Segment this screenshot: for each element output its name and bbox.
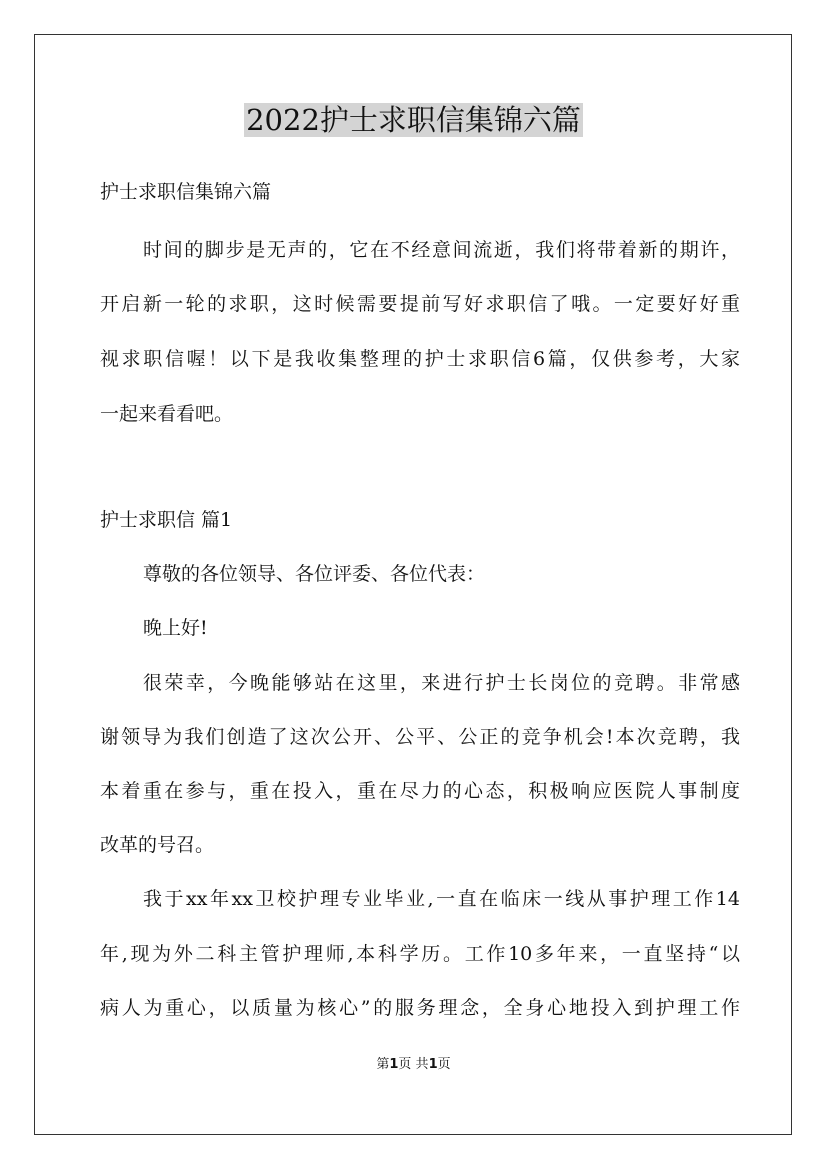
para1-line-2: 谢领导为我们创造了这次公开、公平、公正的竞争机会!本次竞聘，我 <box>100 726 740 748</box>
footer-prefix: 第 <box>376 1057 390 1072</box>
para1-line-3: 本着重在参与，重在投入，重在尽力的心态，积极响应医院人事制度 <box>100 780 740 802</box>
para1-line-4: 改革的号召。 <box>100 834 215 856</box>
para1-line-1: 很荣幸，今晚能够站在这里，来进行护士长岗位的竞聘。非常感 <box>143 672 740 694</box>
greeting: 晚上好! <box>143 617 208 639</box>
section-heading: 护士求职信 篇1 <box>100 509 233 531</box>
footer-mid: 页 共 <box>398 1057 429 1072</box>
footer-suffix: 页 <box>437 1057 451 1072</box>
subtitle: 护士求职信集锦六篇 <box>100 181 272 203</box>
para2-line-1: 我于xx年xx卫校护理专业毕业,一直在临床一线从事护理工作14 <box>143 888 740 910</box>
document-title: 2022护士求职信集锦六篇 <box>246 103 581 137</box>
intro-line-2: 开启新一轮的求职，这时候需要提前写好求职信了哦。一定要好好重 <box>100 293 740 315</box>
footer-total-pages: 1 <box>428 1057 438 1072</box>
intro-line-3: 视求职信喔！以下是我收集整理的护士求职信6篇，仅供参考，大家 <box>100 348 740 370</box>
para2-line-2: 年,现为外二科主管护理师,本科学历。工作10多年来，一直坚持“以 <box>100 943 740 965</box>
page-footer <box>0 1053 827 1072</box>
para2-line-3: 病人为重心，以质量为核心”的服务理念，全身心地投入到护理工作 <box>100 997 740 1019</box>
salutation: 尊敬的各位领导、各位评委、各位代表： <box>143 563 486 585</box>
intro-line-1: 时间的脚步是无声的，它在不经意间流逝，我们将带着新的期许， <box>143 239 740 261</box>
intro-line-4: 一起来看看吧。 <box>100 403 234 425</box>
footer-page-number: 1 <box>389 1057 399 1072</box>
